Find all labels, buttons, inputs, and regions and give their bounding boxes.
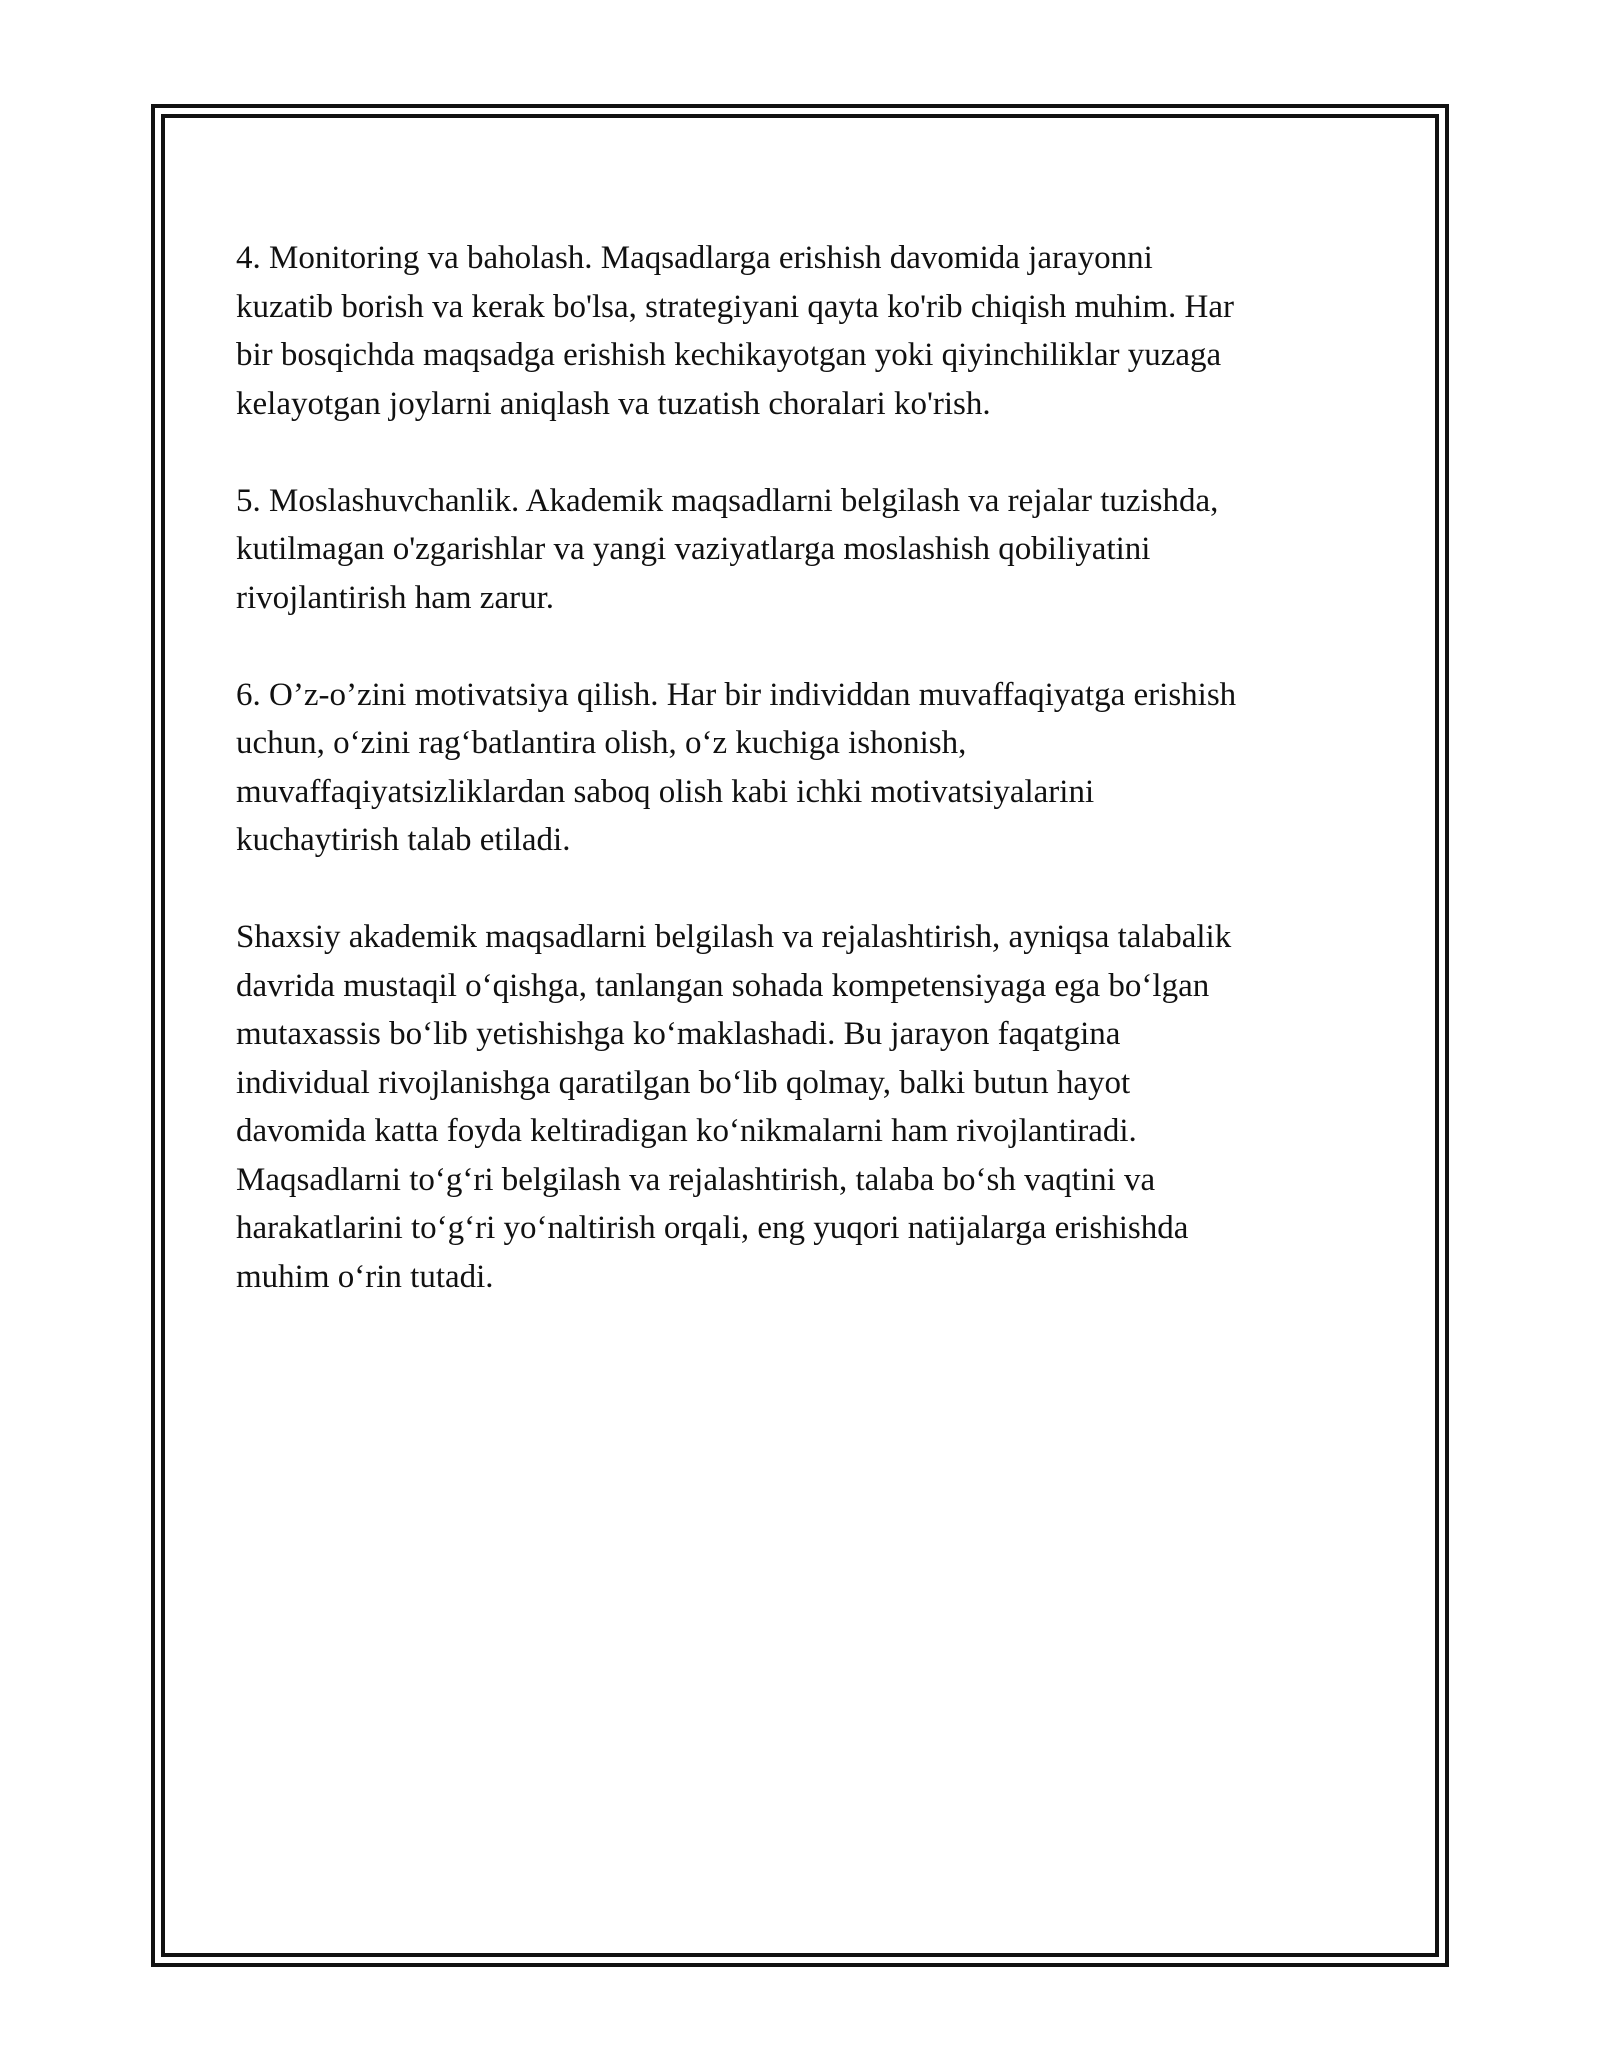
text-line: 6. O’z-o’zini motivatsiya qilish. Har bir individdan muvaffaqiyatga erishish <box>236 676 1237 713</box>
text-line: kuchaytirish talab etiladi. <box>236 822 571 858</box>
document-body <box>236 234 1366 1350</box>
text-line: rivojlantirish ham zarur. <box>236 579 554 616</box>
text-line: davomida katta foyda keltiradigan ko‘nikmalarni ham rivojlantiradi. <box>236 1113 1137 1149</box>
text-line: Shaxsiy akademik maqsadlarni belgilash va rejalashtirish, ayniqsa talabalik <box>236 919 1232 955</box>
paragraph-flexibility <box>236 477 1366 623</box>
text-line: Maqsadlarni to‘g‘ri belgilash va rejalashtirish, talaba bo‘sh vaqtini va <box>236 1161 1156 1198</box>
text-line: kelayotgan joylarni aniqlash va tuzatish choralari ko'rish. <box>236 385 991 422</box>
text-line: individual rivojlanishga qaratilgan bo‘lib qolmay, balki butun hayot <box>236 1064 1131 1101</box>
text-line: muhim o‘rin tutadi. <box>236 1258 494 1295</box>
paragraph-monitoring <box>236 234 1366 428</box>
text-line: bir bosqichda maqsadga erishish kechikayotgan yoki qiyinchiliklar yuzaga <box>236 337 1222 373</box>
text-line: kuzatib borish va kerak bo'lsa, strategiyani qayta ko'rib chiqish muhim. Har <box>236 288 1234 325</box>
text-line: muvaffaqiyatsizliklardan saboq olish kabi ichki motivatsiyalarini <box>236 773 1095 810</box>
text-line: davrida mustaqil o‘qishga, tanlangan sohada kompetensiyaga ega bo‘lgan <box>236 967 1210 1004</box>
text-line: mutaxassis bo‘lib yetishishga ko‘maklashadi. Bu jarayon faqatgina <box>236 1016 1121 1052</box>
text-line: kutilmagan o'zgarishlar va yangi vaziyatlarga moslashish qobiliyatini <box>236 531 1151 567</box>
text-line: uchun, o‘zini rag‘batlantira olish, o‘z kuchiga ishonish, <box>236 725 967 761</box>
paragraph-self-motivation <box>236 671 1366 865</box>
text-line: harakatlarini to‘g‘ri yo‘naltirish orqali, eng yuqori natijalarga erishishda <box>236 1210 1189 1246</box>
text-line: 5. Moslashuvchanlik. Akademik maqsadlarni belgilash va rejalar tuzishda, <box>236 482 1219 519</box>
paragraph-conclusion <box>236 913 1366 1301</box>
text-line: 4. Monitoring va baholash. Maqsadlarga erishish davomida jarayonni <box>236 240 1153 276</box>
